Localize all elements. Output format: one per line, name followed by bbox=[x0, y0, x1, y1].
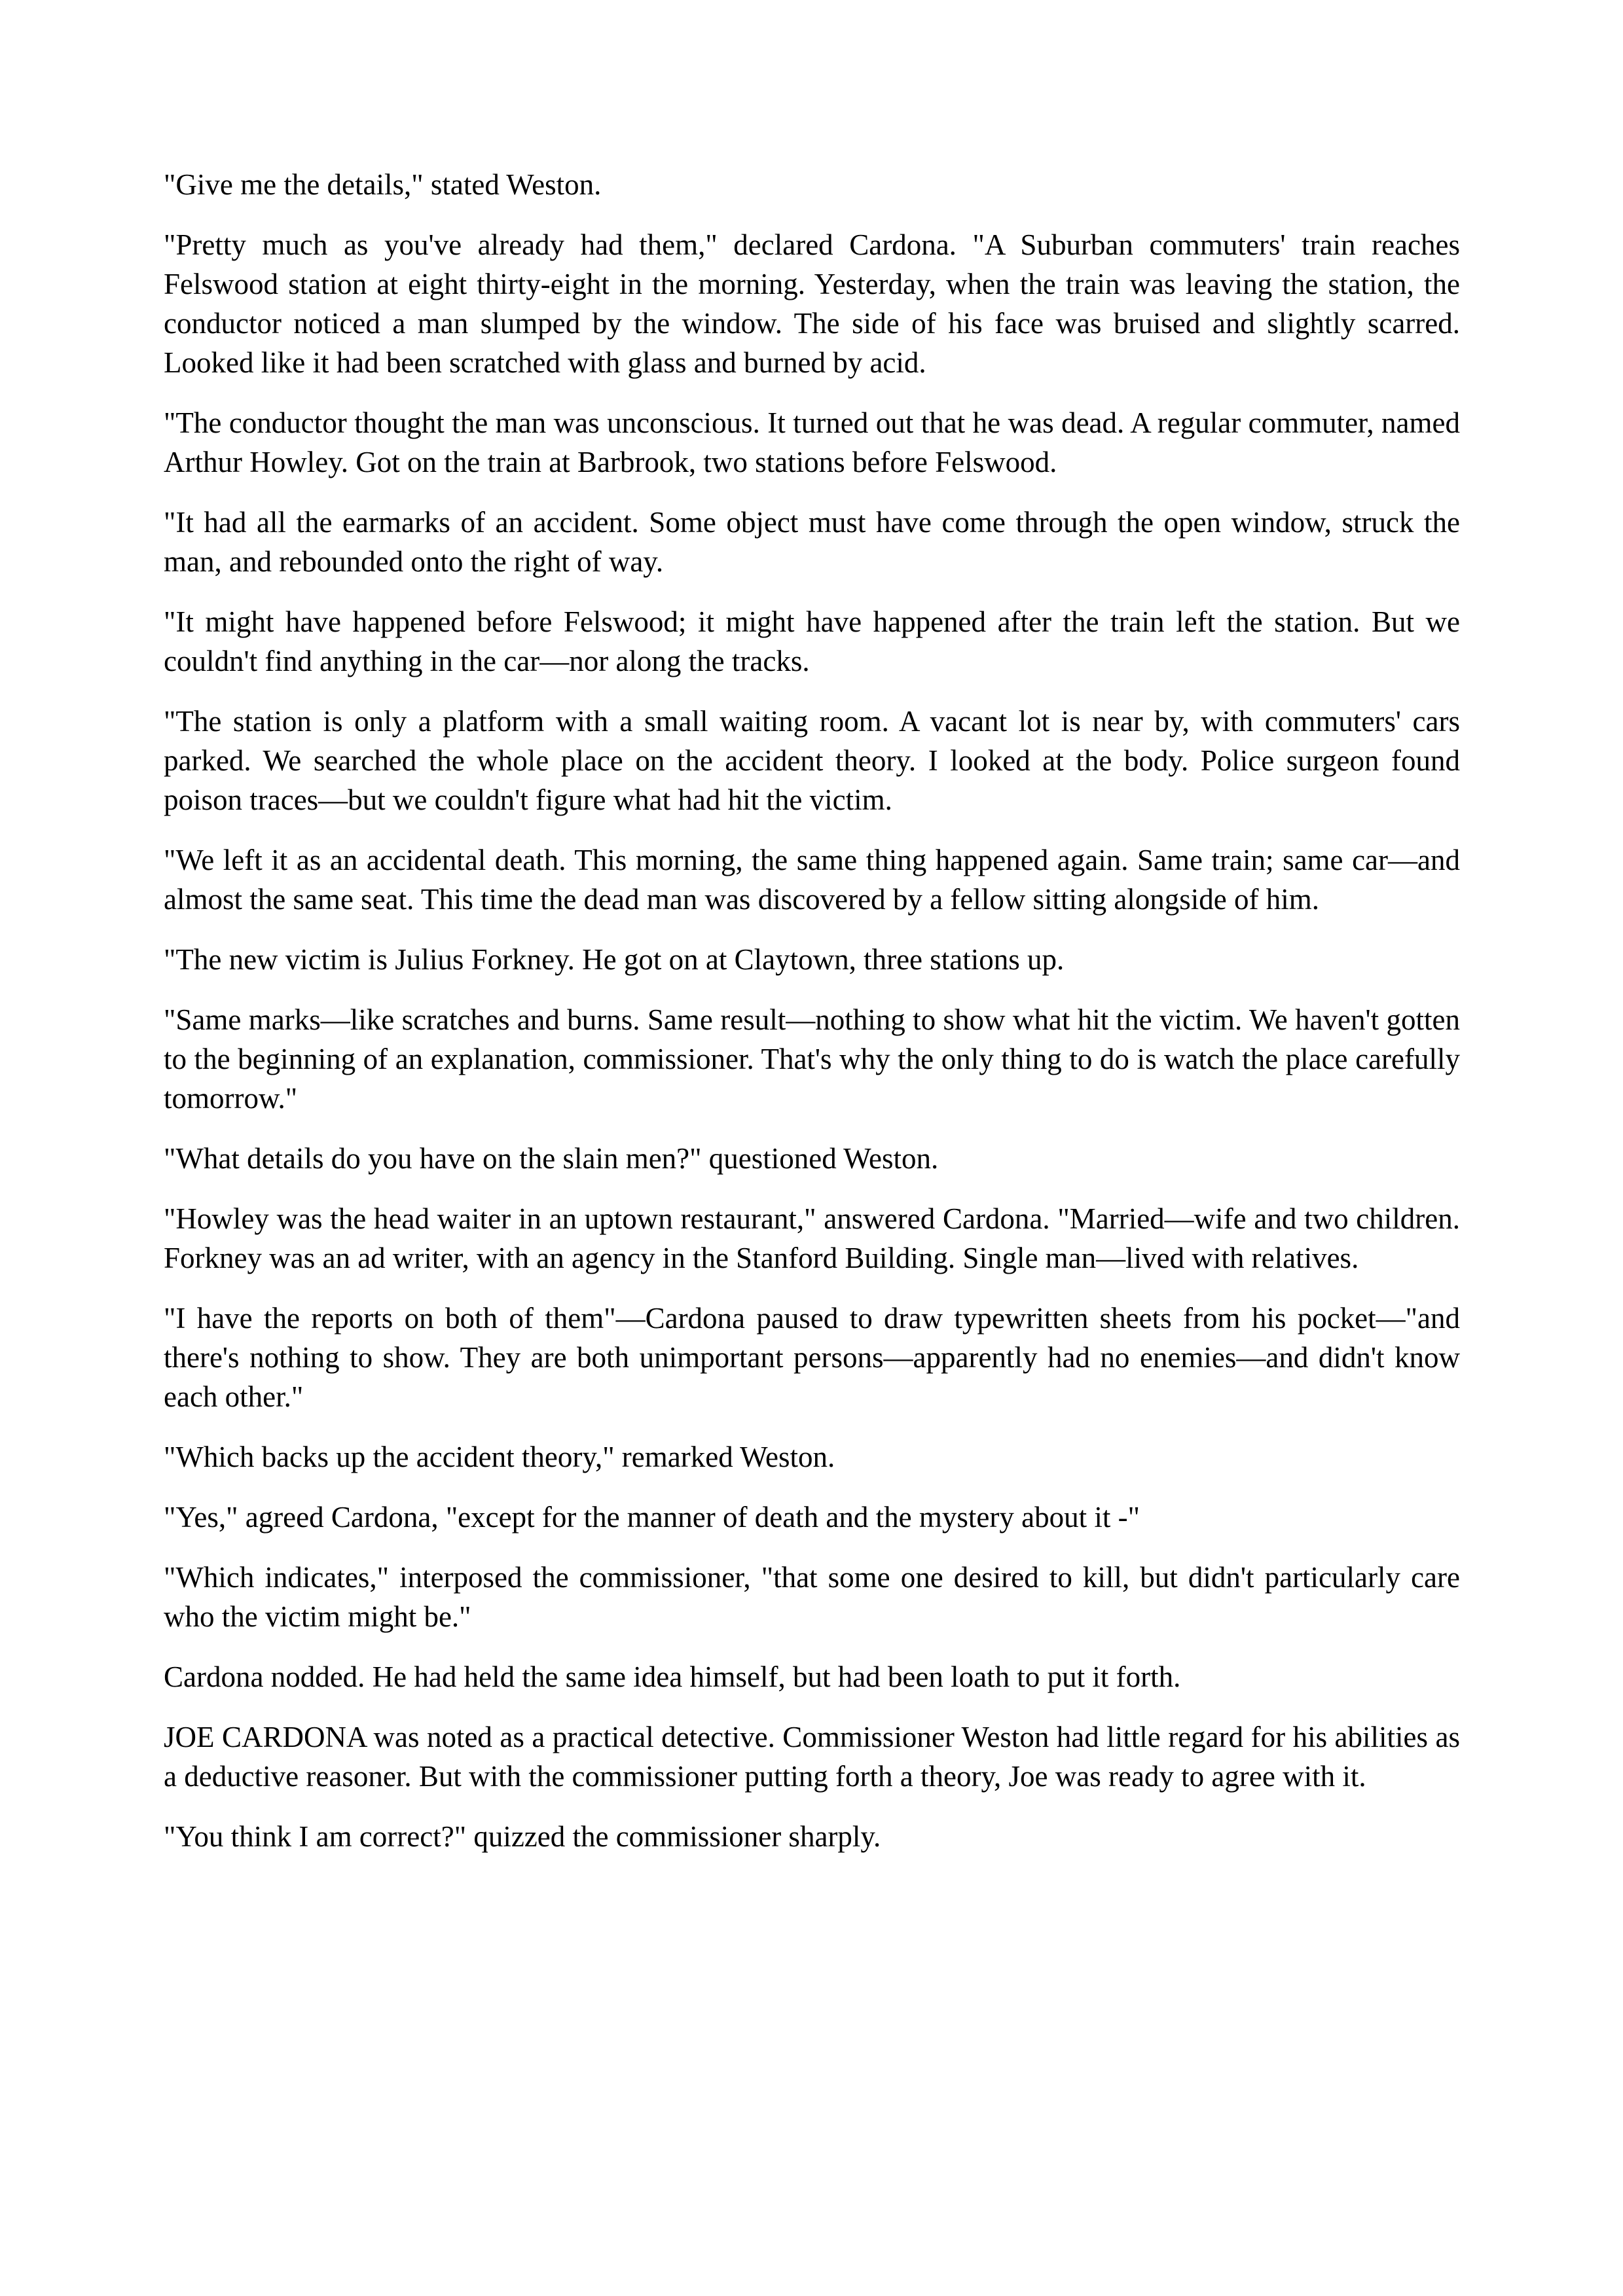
paragraph: "Pretty much as you've already had them," declared Cardona. "A Suburban commuters' train reaches Felswood station at eight thirty-eight in the morning. Yesterday, when the train was leaving the station, the conductor noticed a man slumped by the window. The side of his face was bruised and slightly scarred. Looked like it had been scratched with glass and burned by acid. bbox=[164, 228, 1460, 379]
paragraph: "I have the reports on both of them"—Cardona paused to draw typewritten sheets from his pocket—"and there's nothing to show. They are both unimportant persons—apparently had no enemies—and didn't know each other." bbox=[164, 1302, 1460, 1413]
paragraph: "We left it as an accidental death. This morning, the same thing happened again. Same train; same car—and almost the same seat. This time the dead man was discovered by a fellow sitting alongside of him. bbox=[164, 844, 1460, 916]
paragraph: "Which indicates," interposed the commissioner, "that some one desired to kill, but didn't particularly care who the victim might be." bbox=[164, 1561, 1460, 1633]
paragraph: "Give me the details," stated Weston. bbox=[164, 168, 602, 201]
paragraph: Cardona nodded. He had held the same idea himself, but had been loath to put it forth. bbox=[164, 1660, 1181, 1693]
body-text bbox=[164, 165, 1460, 1877]
paragraph: "The new victim is Julius Forkney. He got on at Claytown, three stations up. bbox=[164, 943, 1065, 976]
paragraph: "It might have happened before Felswood; it might have happened after the train left the station. But we couldn't find anything in the car—nor along the tracks. bbox=[164, 605, 1460, 677]
paragraph: "It had all the earmarks of an accident. Some object must have come through the open window, struck the man, and rebounded onto the right of way. bbox=[164, 506, 1460, 578]
paragraph: "Yes," agreed Cardona, "except for the manner of death and the mystery about it -" bbox=[164, 1501, 1140, 1534]
paragraph: "Which backs up the accident theory," remarked Weston. bbox=[164, 1441, 835, 1473]
paragraph: "Same marks—like scratches and burns. Same result—nothing to show what hit the victim. We haven't gotten to the beginning of an explanation, commissioner. That's why the only thing to do is watch the place carefully tomorrow." bbox=[164, 1003, 1460, 1115]
paragraph: "Howley was the head waiter in an uptown restaurant," answered Cardona. "Married—wife and two children. Forkney was an ad writer, with an agency in the Stanford Building. Single man—lived with relatives. bbox=[164, 1202, 1460, 1274]
paragraph: JOE CARDONA was noted as a practical detective. Commissioner Weston had little regard for his abilities as a deductive reasoner. But with the commissioner putting forth a theory, Joe was ready to agree with it. bbox=[164, 1721, 1460, 1793]
paragraph: "The station is only a platform with a small waiting room. A vacant lot is near by, with commuters' cars parked. We searched the whole place on the accident theory. I looked at the body. Police surgeon found poison traces—but we couldn't figure what had hit the victim. bbox=[164, 705, 1460, 816]
paragraph: "The conductor thought the man was unconscious. It turned out that he was dead. A regular commuter, named Arthur Howley. Got on the train at Barbrook, two stations before Felswood. bbox=[164, 406, 1460, 478]
paragraph: "What details do you have on the slain men?" questioned Weston. bbox=[164, 1142, 939, 1175]
paragraph: "You think I am correct?" quizzed the commissioner sharply. bbox=[164, 1820, 881, 1853]
